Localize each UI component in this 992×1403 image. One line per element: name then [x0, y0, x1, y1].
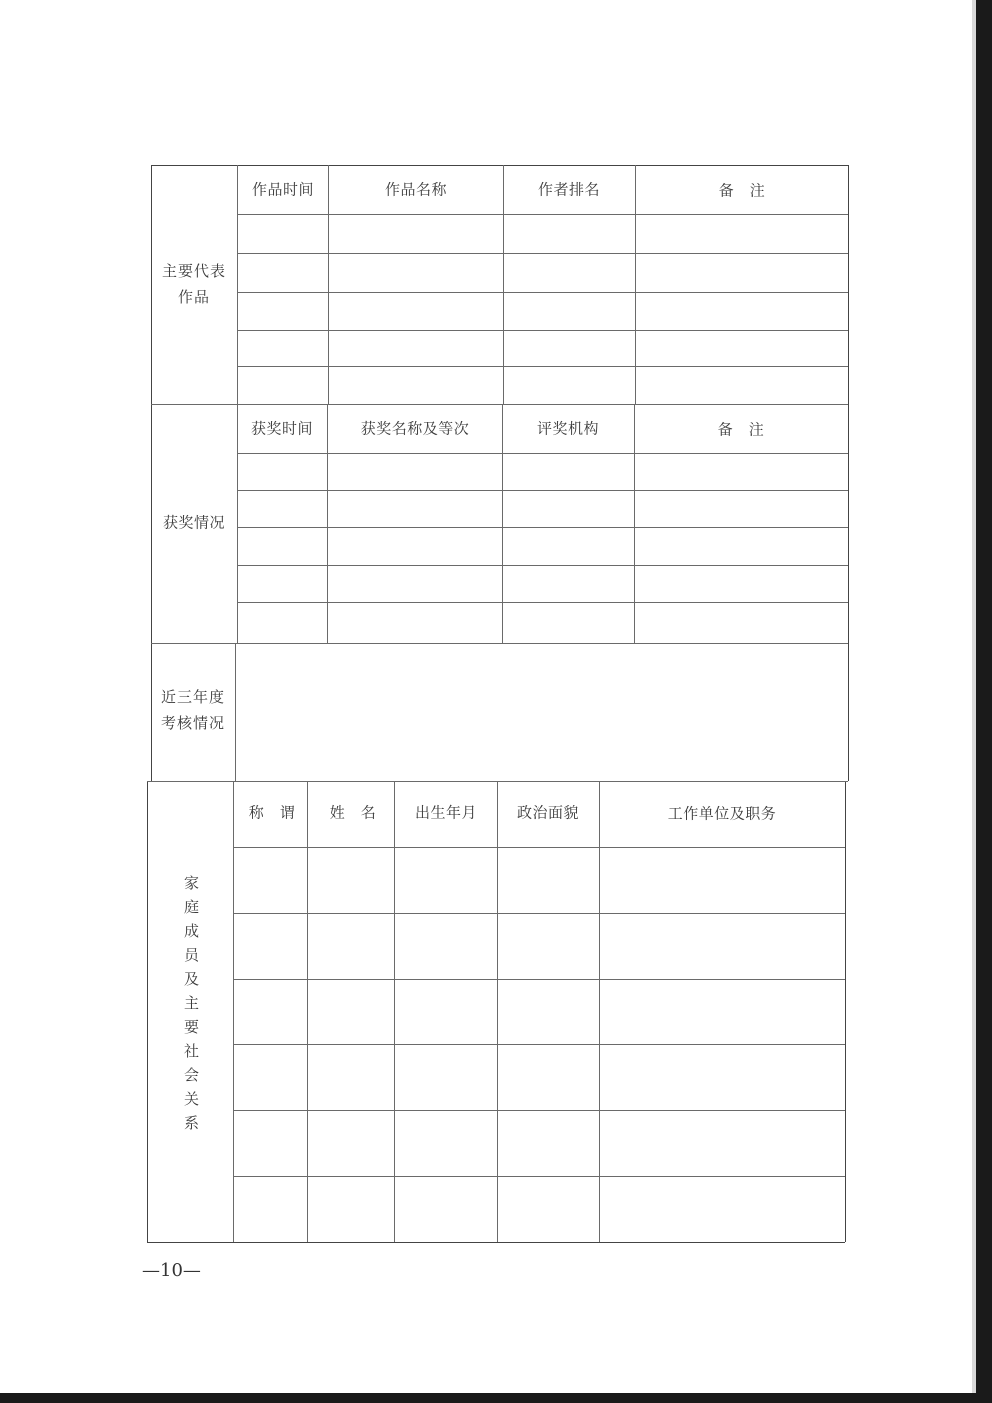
awards-col-line	[634, 404, 635, 643]
awards-section-label: 获奖情况	[162, 513, 226, 532]
awards-header-bottom	[237, 453, 848, 454]
page-number: —10—	[142, 1260, 201, 1281]
family-header-political-status: 政治面貌	[516, 803, 580, 822]
family-col-line	[497, 781, 498, 1242]
table-border-right-lower	[845, 781, 846, 1242]
awards-header-organization: 评奖机构	[536, 419, 600, 438]
works-col-line	[503, 165, 504, 404]
works-col-line	[635, 165, 636, 404]
awards-header-time: 获奖时间	[250, 419, 314, 438]
family-header-name: 姓 名	[329, 803, 377, 822]
awards-col-line	[327, 404, 328, 643]
awards-row-line	[237, 527, 848, 528]
table-border-top	[151, 165, 849, 166]
label-column-divider-3	[233, 781, 234, 1242]
family-row-line	[233, 979, 845, 980]
awards-col-line	[502, 404, 503, 643]
awards-row-line	[237, 565, 848, 566]
works-header-remarks: 备 注	[718, 181, 766, 200]
table-border-left	[151, 165, 152, 781]
assessment-label-line2: 考核情况	[160, 714, 226, 732]
family-header-birth: 出生年月	[414, 803, 478, 822]
family-row-line	[233, 1044, 845, 1045]
family-col-line	[307, 781, 308, 1242]
family-header-employer-position: 工作单位及职务	[667, 804, 777, 823]
assessment-section-top	[151, 643, 848, 644]
table-border-right	[848, 165, 849, 781]
family-row-line	[233, 1176, 845, 1177]
table-border-bottom	[147, 1242, 845, 1243]
family-header-bottom	[233, 847, 845, 848]
family-header-relation: 称 谓	[248, 803, 296, 822]
family-col-line	[599, 781, 600, 1242]
awards-header-name-grade: 获奖名称及等次	[360, 419, 470, 438]
awards-row-line	[237, 602, 848, 603]
assessment-section-label	[161, 684, 225, 736]
awards-header-remarks: 备 注	[717, 420, 765, 439]
works-label-line1: 主要代表	[161, 262, 227, 280]
awards-row-line	[237, 490, 848, 491]
table-border-left-lower	[147, 781, 148, 1242]
family-row-line	[233, 913, 845, 914]
family-col-line	[394, 781, 395, 1242]
assessment-label-line1: 近三年度	[160, 688, 226, 706]
family-row-line	[233, 1110, 845, 1111]
works-section-label	[162, 258, 226, 310]
works-header-author-rank: 作者排名	[537, 180, 601, 199]
works-header-title: 作品名称	[384, 180, 448, 199]
works-header-time: 作品时间	[251, 180, 315, 199]
label-column-divider-2	[235, 643, 236, 781]
works-col-line	[328, 165, 329, 404]
awards-section-top	[151, 404, 848, 405]
family-section-label: 家庭成员及主要社会关系	[182, 875, 200, 1139]
works-label-line2: 作品	[177, 288, 211, 306]
